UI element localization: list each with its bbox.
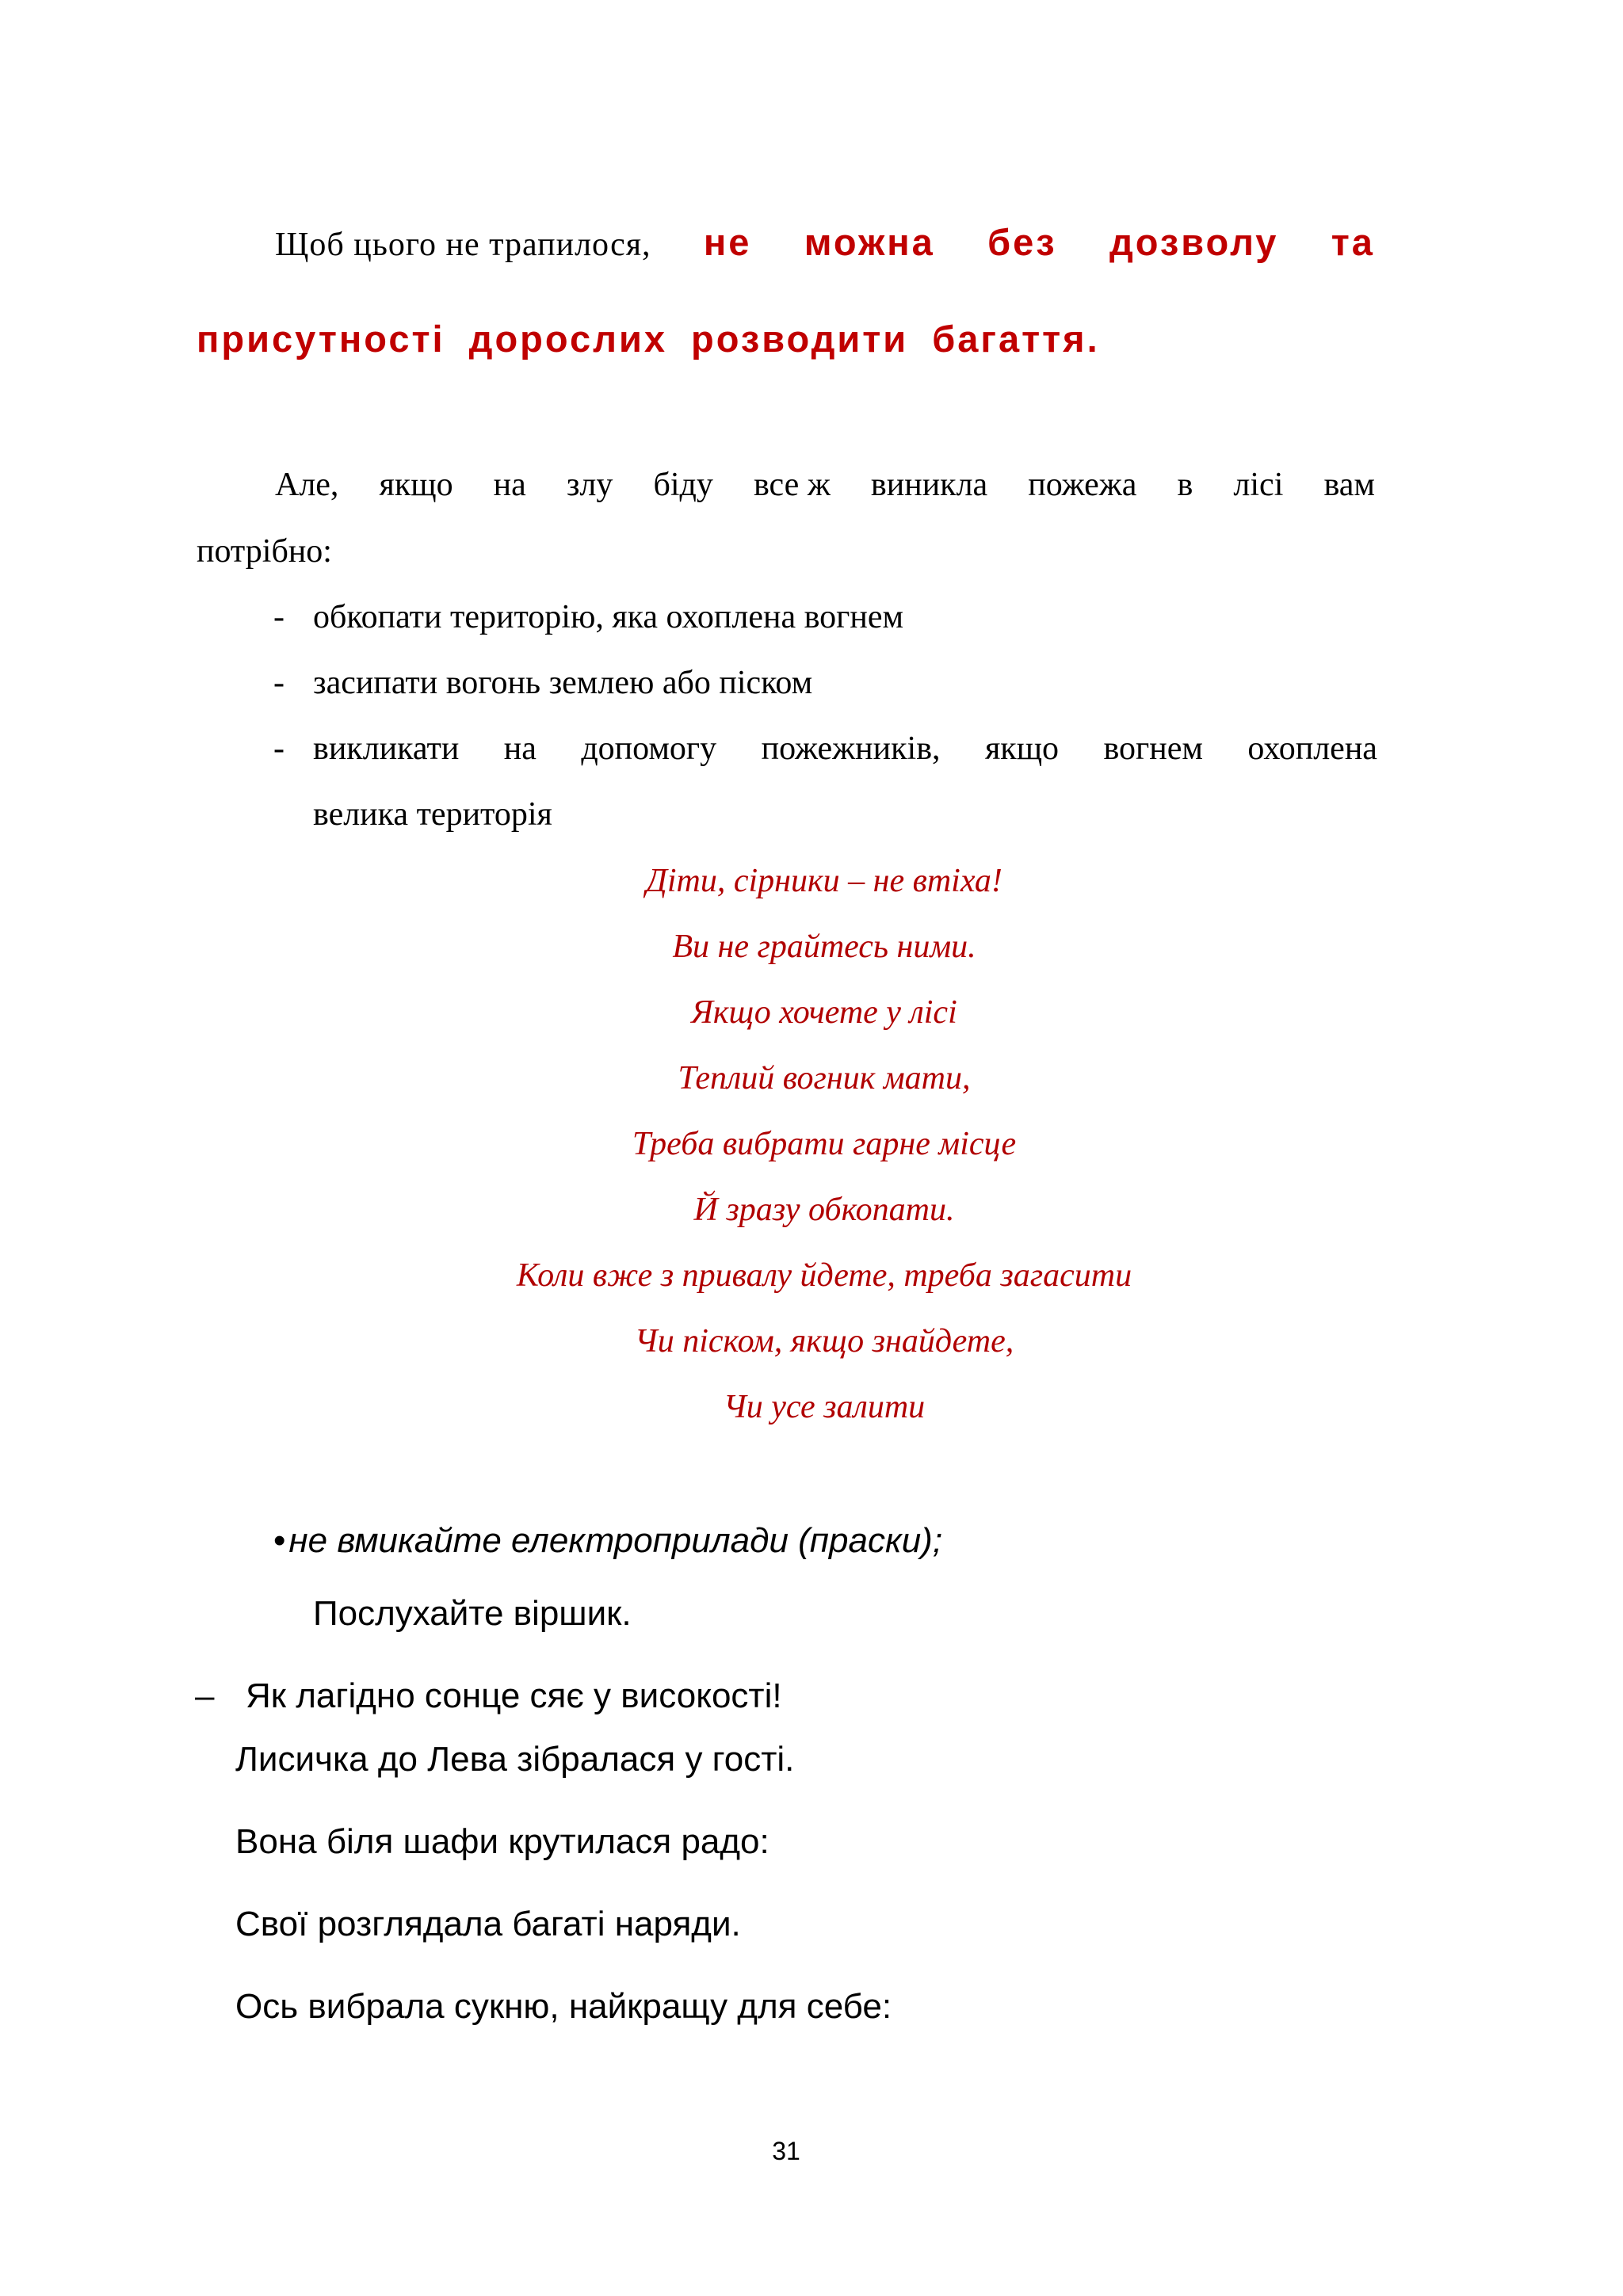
paragraph-2-word: вам: [1323, 467, 1375, 503]
bullet-text: не вмикайте електроприлади (праски);: [288, 1521, 943, 1560]
paragraph-2-word: біду: [653, 467, 713, 503]
poem-line: Коли вже з привалу йдете, треба загасити: [516, 1257, 1132, 1294]
bullet-marker: •: [273, 1521, 286, 1560]
list-item-word: викликати: [313, 730, 460, 767]
paragraph-2-word: лісі: [1233, 467, 1284, 503]
paragraph-2-word: виникла: [870, 467, 988, 503]
poem-line: Ви не грайтесь ними.: [672, 929, 976, 965]
list-item-word: якщо: [984, 730, 1060, 767]
emphasis-word: не: [703, 221, 752, 263]
paragraph-2-word: злу: [566, 467, 613, 503]
paragraph-2-word: на: [493, 467, 526, 503]
bullet-item: [273, 1521, 942, 1561]
listen-instruction: Послухайте віршик.: [313, 1594, 632, 1633]
list-item-text: обкопати територію, яка охоплена вогнем: [313, 599, 904, 635]
list-item-word: на: [503, 730, 537, 767]
emphasis-word: без: [987, 221, 1057, 263]
poem-2-line: Лисичка до Лева зібралася у гості.: [235, 1740, 795, 1779]
paragraph-2-line-2: потрібно:: [197, 533, 332, 570]
poem-line: Й зразу обкопати.: [693, 1192, 955, 1228]
emphasis-word: дозволу: [1109, 221, 1279, 263]
page-number: 31: [772, 2137, 800, 2165]
paragraph-2-word: пожежа: [1028, 467, 1137, 503]
paragraph-2-word: в: [1177, 467, 1193, 503]
poem-2-line: Як лагідно сонце сяє у високості!: [246, 1676, 782, 1715]
list-item-text: засипати вогонь землею або піском: [313, 665, 813, 701]
list-item-word: допомогу: [581, 730, 717, 767]
list-item-text: [313, 730, 1377, 768]
list-dash-marker: -: [273, 599, 285, 635]
poem-line: Теплий вогник мати,: [678, 1060, 971, 1097]
paragraph-2-word: якщо: [379, 467, 453, 503]
list-item-word: пожежників,: [761, 730, 941, 767]
paragraph-2-word: все ж: [753, 467, 831, 503]
paragraph-2-word: Але,: [275, 467, 339, 503]
paragraph-1-emphasis-line-2: присутності дорослих розводити багаття.: [197, 318, 1100, 360]
paragraph-2-line-1: [275, 466, 1375, 504]
list-item-word: вогнем: [1103, 730, 1203, 767]
poem-line: Треба вибрати гарне місце: [632, 1126, 1017, 1162]
poem-line: Діти, сірники – не втіха!: [646, 863, 1002, 899]
list-dash-marker: -: [273, 730, 285, 767]
list-item-word: охоплена: [1247, 730, 1377, 767]
list-dash-marker: -: [273, 665, 285, 701]
emphasis-word: та: [1331, 221, 1375, 263]
list-item-continuation: велика територія: [313, 796, 552, 833]
paragraph-1-line-1: [275, 220, 1375, 264]
emphasis-word: можна: [804, 221, 935, 263]
poem-2-line: Вона біля шафи крутилася радо:: [235, 1822, 769, 1861]
paragraph-1-plain-text: Щоб цього не трапилося,: [275, 227, 651, 263]
poem-2-line: Ось вибрала сукню, найкращу для себе:: [235, 1987, 892, 2026]
poem-2-dash-marker: –: [195, 1676, 215, 1715]
poem-line: Чи усе залити: [723, 1389, 926, 1425]
poem-line: Чи піском, якщо знайдете,: [634, 1323, 1014, 1360]
poem-line: Якщо хочете у лісі: [691, 994, 957, 1031]
poem-2-line: Свої розглядала багаті наряди.: [235, 1905, 741, 1943]
